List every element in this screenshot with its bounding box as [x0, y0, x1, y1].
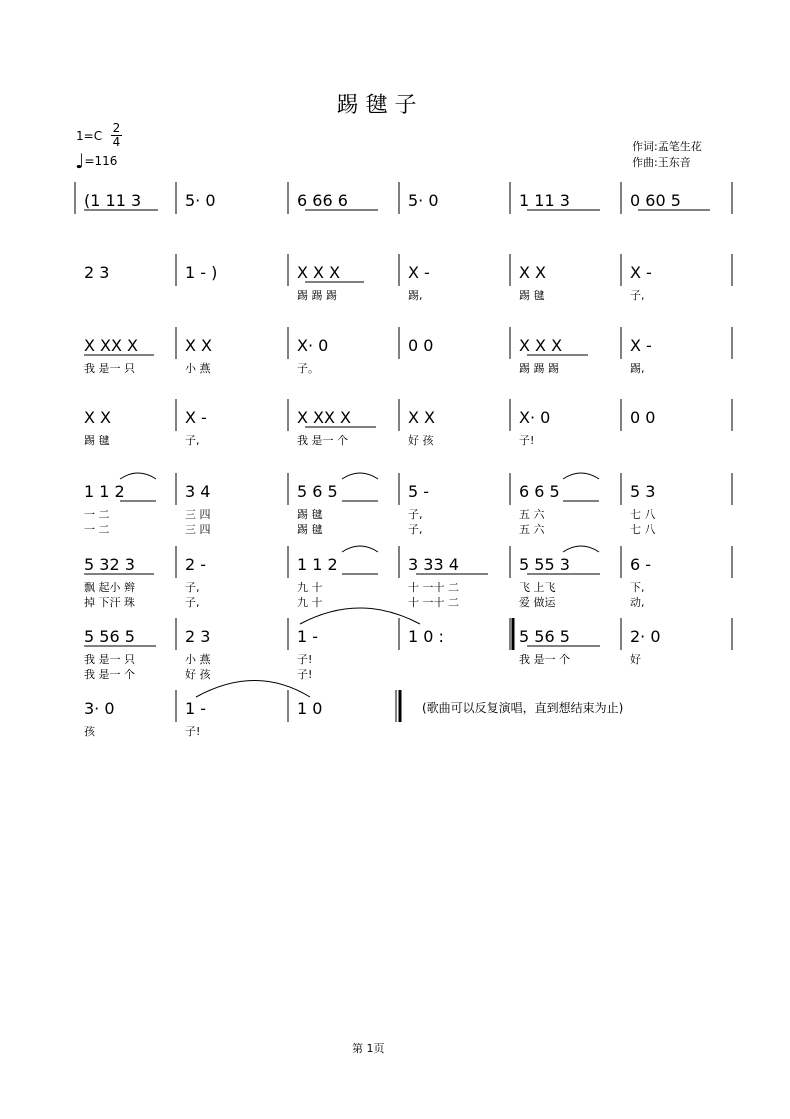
note-group: 5 55 3 — [519, 555, 570, 574]
tie-arc — [196, 681, 310, 698]
composer-credit: 作曲:王东音 — [632, 156, 691, 169]
note-group: 3 4 — [185, 482, 211, 501]
lyric-text: 子! — [519, 434, 535, 447]
lyric-text: 踢, — [408, 289, 423, 302]
note-group: 2 3 — [84, 263, 110, 282]
lyric-text: 九 十 — [297, 596, 323, 609]
lyric-text: 子。 — [297, 362, 319, 375]
lyric-text: 好 孩 — [185, 668, 211, 681]
note-group: 6 6 5 — [519, 482, 560, 501]
note-group: (1 11 3 — [84, 191, 142, 210]
note-group: X X X — [297, 263, 341, 282]
note-group: X X — [519, 263, 547, 282]
lyric-text: 一 二 — [84, 508, 110, 521]
song-title: 踢毽子 — [336, 93, 424, 118]
page-number: 第 1页 — [352, 1042, 385, 1055]
lyric-text: 子, — [185, 581, 200, 594]
slur-arc — [563, 473, 599, 479]
lyric-text: 子, — [185, 596, 200, 609]
lyric-text: 五 六 — [519, 508, 545, 521]
note-group: 2 3 — [185, 627, 211, 646]
lyric-text: 踢 毽 — [297, 508, 323, 521]
lyric-text: 子, — [185, 434, 200, 447]
note-group: X XX X — [297, 408, 352, 427]
lyric-text: 九 十 — [297, 581, 323, 594]
note-group: 5· 0 — [185, 191, 216, 210]
note-group: X X X — [519, 336, 563, 355]
note-group: 1 1 2 — [84, 482, 125, 501]
lyric-text: 我 是一 只 — [84, 362, 135, 375]
tempo-value: =116 — [84, 154, 118, 168]
lyric-text: 十 一十 二 — [408, 581, 459, 594]
lyric-text: 小 燕 — [185, 653, 211, 666]
lyric-text: 掉 下汗 珠 — [84, 596, 135, 609]
lyric-text: 小 燕 — [185, 362, 211, 375]
lyric-text: 踢 毽 — [519, 289, 545, 302]
note-group: X X — [84, 408, 112, 427]
note-group: X - — [630, 336, 652, 355]
note-group: 1 0 — [297, 699, 323, 718]
slur-arc — [342, 546, 378, 552]
note-group: 1 0 : — [408, 627, 444, 646]
lyric-text: 三 四 — [185, 508, 211, 521]
note-group: 1 - ) — [185, 263, 218, 282]
note-group: X X — [408, 408, 436, 427]
note-group: 0 60 5 — [630, 191, 681, 210]
lyric-text: 踢 毽 — [297, 523, 323, 536]
note-group: 5· 0 — [408, 191, 439, 210]
lyric-text: 爱 做运 — [519, 596, 556, 609]
lyric-text: 飞 上飞 — [519, 581, 556, 594]
lyric-text: 七 八 — [630, 508, 656, 521]
lyric-text: 子, — [630, 289, 645, 302]
note-group: 6 66 6 — [297, 191, 348, 210]
slur-arc — [342, 473, 378, 479]
note-group: 1 - — [185, 699, 207, 718]
note-group: 5 6 5 — [297, 482, 338, 501]
lyric-text: 踢 踢 踢 — [297, 289, 337, 302]
note-group: 1 - — [297, 627, 319, 646]
lyric-text: 我 是一 个 — [519, 653, 570, 666]
lyric-text: 孩 — [84, 725, 95, 738]
time-signature-top: 2 — [112, 121, 121, 135]
note-group: 5 32 3 — [84, 555, 135, 574]
lyric-text: 飘 起小 辫 — [84, 581, 135, 594]
quarter-note-icon: ♩ — [75, 149, 85, 173]
lyric-text: 子! — [185, 725, 201, 738]
slur-arc — [120, 473, 156, 479]
lyric-text: 五 六 — [519, 523, 545, 536]
note-group: X· 0 — [519, 408, 551, 427]
lyric-text: 我 是一 只 — [84, 653, 135, 666]
lyric-text: 我 是一 个 — [297, 434, 348, 447]
note-group: X· 0 — [297, 336, 329, 355]
note-group: 0 0 — [630, 408, 656, 427]
note-group: 2 - — [185, 555, 207, 574]
lyric-text: 我 是一 个 — [84, 668, 135, 681]
lyric-text: 子! — [297, 653, 313, 666]
time-signature-bottom: 4 — [112, 135, 121, 149]
key-signature: 1=C — [76, 129, 103, 143]
note-group: 5 56 5 — [519, 627, 570, 646]
note-group: 1 1 2 — [297, 555, 338, 574]
lyric-text: 好 — [630, 653, 641, 666]
note-group: X - — [185, 408, 207, 427]
note-group: X - — [630, 263, 652, 282]
note-group: 3 33 4 — [408, 555, 459, 574]
note-group: 5 3 — [630, 482, 656, 501]
note-group: X XX X — [84, 336, 139, 355]
note-group: X X — [185, 336, 213, 355]
note-group: 3· 0 — [84, 699, 115, 718]
lyric-text: 子, — [408, 523, 423, 536]
lyric-text: 踢 踢 踢 — [519, 362, 559, 375]
lyric-text: 三 四 — [185, 523, 211, 536]
note-group: 5 - — [408, 482, 430, 501]
note-group: 5 56 5 — [84, 627, 135, 646]
lyricist-credit: 作词:孟笔生花 — [632, 140, 702, 153]
note-group: 1 11 3 — [519, 191, 570, 210]
lyric-text: 踢 毽 — [84, 434, 110, 447]
lyric-text: 十 一十 二 — [408, 596, 459, 609]
lyric-text: 动, — [630, 596, 645, 609]
performance-note: (歌曲可以反复演唱，直到想结束为止) — [422, 701, 624, 715]
lyric-text: 七 八 — [630, 523, 656, 536]
lyric-text: 子! — [297, 668, 313, 681]
tie-arc — [300, 608, 420, 624]
slur-arc — [563, 546, 599, 552]
note-group: X - — [408, 263, 430, 282]
note-group: 6 - — [630, 555, 652, 574]
lyric-text: 好 孩 — [408, 434, 434, 447]
lyric-text: 一 二 — [84, 523, 110, 536]
note-group: 0 0 — [408, 336, 434, 355]
lyric-text: 下, — [630, 581, 645, 594]
note-group: 2· 0 — [630, 627, 661, 646]
lyric-text: 子, — [408, 508, 423, 521]
lyric-text: 踢, — [630, 362, 645, 375]
